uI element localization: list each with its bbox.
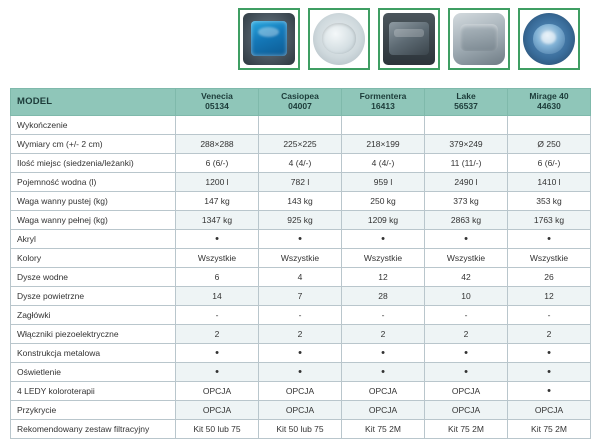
- table-row: [11, 135, 591, 154]
- cell-value: 2490 l: [425, 173, 508, 192]
- formentera-thumb: [378, 8, 440, 70]
- cell-value: •: [425, 344, 508, 363]
- table-row: [11, 173, 591, 192]
- table-row: [11, 287, 591, 306]
- model-name: Casiopea: [281, 91, 319, 102]
- cell-value: •: [176, 230, 259, 249]
- cell-value: 6 (6/-): [176, 154, 259, 173]
- cell-value: •: [342, 344, 425, 363]
- cell-value: 11 (11/-): [425, 154, 508, 173]
- model-code: 16413: [371, 101, 395, 111]
- cell-value: •: [508, 363, 591, 382]
- table-row: [11, 192, 591, 211]
- cell-value: 250 kg: [342, 192, 425, 211]
- cell-value: OPCJA: [176, 401, 259, 420]
- cell-value: Kit 75 2M: [425, 420, 508, 439]
- cell-value: 2: [176, 325, 259, 344]
- cell-value: Ø 250: [508, 135, 591, 154]
- column-header-formentera: [342, 89, 425, 116]
- cell-value: 218×199: [342, 135, 425, 154]
- cell-value: 925 kg: [259, 211, 342, 230]
- cell-value: -: [259, 306, 342, 325]
- column-header-model: MODEL: [11, 89, 176, 116]
- model-code: 56537: [454, 101, 478, 111]
- table-row: [11, 382, 591, 401]
- mirage40-thumb: [518, 8, 580, 70]
- cell-value: Kit 75 2M: [342, 420, 425, 439]
- model-name: Formentera: [359, 91, 407, 102]
- cell-value: •: [259, 344, 342, 363]
- cell-value: OPCJA: [259, 382, 342, 401]
- table-row: [11, 268, 591, 287]
- model-code: 05134: [205, 101, 229, 111]
- cell-value: 6: [176, 268, 259, 287]
- cell-value: [508, 116, 591, 135]
- table-header-row: [11, 89, 591, 116]
- table-row: [11, 211, 591, 230]
- cell-value: OPCJA: [259, 401, 342, 420]
- column-header-venecia: [176, 89, 259, 116]
- cell-value: 2: [342, 325, 425, 344]
- cell-value: •: [176, 363, 259, 382]
- column-header-lake: [425, 89, 508, 116]
- table-row: [11, 363, 591, 382]
- cell-value: 26: [508, 268, 591, 287]
- cell-value: 10: [425, 287, 508, 306]
- row-label: Kolory: [11, 249, 176, 268]
- cell-value: 1410 l: [508, 173, 591, 192]
- cell-value: [176, 116, 259, 135]
- cell-value: 143 kg: [259, 192, 342, 211]
- spa-illustration: [453, 13, 505, 65]
- cell-value: 353 kg: [508, 192, 591, 211]
- casiopea-thumb: [308, 8, 370, 70]
- table-row: [11, 230, 591, 249]
- cell-value: •: [342, 230, 425, 249]
- cell-value: 782 l: [259, 173, 342, 192]
- model-code: 44630: [537, 101, 561, 111]
- row-label: Wykończenie: [11, 116, 176, 135]
- specifications-table: [10, 88, 591, 439]
- cell-value: OPCJA: [342, 382, 425, 401]
- cell-value: [259, 116, 342, 135]
- model-name: Lake: [456, 91, 476, 102]
- row-label: Konstrukcja metalowa: [11, 344, 176, 363]
- cell-value: 373 kg: [425, 192, 508, 211]
- row-label: 4 LEDY koloroterapii: [11, 382, 176, 401]
- table-row: [11, 401, 591, 420]
- cell-value: 6 (6/-): [508, 154, 591, 173]
- cell-value: Wszystkie: [342, 249, 425, 268]
- cell-value: 379×249: [425, 135, 508, 154]
- row-label: Dysze powietrzne: [11, 287, 176, 306]
- table-row: [11, 306, 591, 325]
- table-row: [11, 154, 591, 173]
- cell-value: Wszystkie: [508, 249, 591, 268]
- row-label: Rekomendowany zestaw filtracyjny: [11, 420, 176, 439]
- cell-value: 1209 kg: [342, 211, 425, 230]
- cell-value: 2: [259, 325, 342, 344]
- cell-value: -: [425, 306, 508, 325]
- venecia-thumb: [238, 8, 300, 70]
- spa-illustration: [313, 13, 365, 65]
- cell-value: 14: [176, 287, 259, 306]
- spa-illustration: [383, 13, 435, 65]
- cell-value: 28: [342, 287, 425, 306]
- product-image-strip: [238, 8, 580, 70]
- column-header-mirage40: [508, 89, 591, 116]
- cell-value: -: [176, 306, 259, 325]
- cell-value: 2863 kg: [425, 211, 508, 230]
- cell-value: Kit 50 lub 75: [259, 420, 342, 439]
- row-label: Waga wanny pustej (kg): [11, 192, 176, 211]
- cell-value: 4 (4/-): [342, 154, 425, 173]
- spa-illustration: [243, 13, 295, 65]
- cell-value: •: [259, 363, 342, 382]
- cell-value: 2: [425, 325, 508, 344]
- cell-value: •: [508, 344, 591, 363]
- lake-thumb: [448, 8, 510, 70]
- table-row: [11, 420, 591, 439]
- cell-value: -: [508, 306, 591, 325]
- spa-illustration: [523, 13, 575, 65]
- cell-value: 12: [508, 287, 591, 306]
- row-label: Przykrycie: [11, 401, 176, 420]
- cell-value: 4 (4/-): [259, 154, 342, 173]
- cell-value: 1763 kg: [508, 211, 591, 230]
- cell-value: OPCJA: [508, 401, 591, 420]
- row-label: Włączniki piezoelektryczne: [11, 325, 176, 344]
- cell-value: •: [508, 382, 591, 401]
- cell-value: Kit 50 lub 75: [176, 420, 259, 439]
- row-label: Zagłówki: [11, 306, 176, 325]
- cell-value: •: [342, 363, 425, 382]
- table-row: [11, 249, 591, 268]
- row-label: Waga wanny pełnej (kg): [11, 211, 176, 230]
- cell-value: Wszystkie: [176, 249, 259, 268]
- row-label: Ilość miejsc (siedzenia/leżanki): [11, 154, 176, 173]
- cell-value: 225×225: [259, 135, 342, 154]
- cell-value: 2: [508, 325, 591, 344]
- cell-value: •: [508, 230, 591, 249]
- table-row: [11, 116, 591, 135]
- table-header: [11, 89, 591, 116]
- row-label: Dysze wodne: [11, 268, 176, 287]
- row-label: Oświetlenie: [11, 363, 176, 382]
- cell-value: 7: [259, 287, 342, 306]
- cell-value: 42: [425, 268, 508, 287]
- table-row: [11, 325, 591, 344]
- row-label: Pojemność wodna (l): [11, 173, 176, 192]
- cell-value: [342, 116, 425, 135]
- cell-value: 1200 l: [176, 173, 259, 192]
- cell-value: -: [342, 306, 425, 325]
- cell-value: •: [176, 344, 259, 363]
- cell-value: 12: [342, 268, 425, 287]
- model-name: Mirage 40: [529, 91, 569, 102]
- model-name: Venecia: [201, 91, 233, 102]
- model-code: 04007: [288, 101, 312, 111]
- cell-value: •: [425, 363, 508, 382]
- cell-value: Wszystkie: [425, 249, 508, 268]
- table-row: [11, 344, 591, 363]
- cell-value: OPCJA: [425, 401, 508, 420]
- table-body: [11, 116, 591, 439]
- cell-value: [425, 116, 508, 135]
- row-label: Akryl: [11, 230, 176, 249]
- column-header-casiopea: [259, 89, 342, 116]
- row-label: Wymiary cm (+/- 2 cm): [11, 135, 176, 154]
- cell-value: 1347 kg: [176, 211, 259, 230]
- cell-value: Wszystkie: [259, 249, 342, 268]
- cell-value: 147 kg: [176, 192, 259, 211]
- cell-value: OPCJA: [425, 382, 508, 401]
- cell-value: 959 l: [342, 173, 425, 192]
- cell-value: OPCJA: [342, 401, 425, 420]
- cell-value: •: [259, 230, 342, 249]
- cell-value: •: [425, 230, 508, 249]
- cell-value: 4: [259, 268, 342, 287]
- cell-value: OPCJA: [176, 382, 259, 401]
- cell-value: 288×288: [176, 135, 259, 154]
- cell-value: Kit 75 2M: [508, 420, 591, 439]
